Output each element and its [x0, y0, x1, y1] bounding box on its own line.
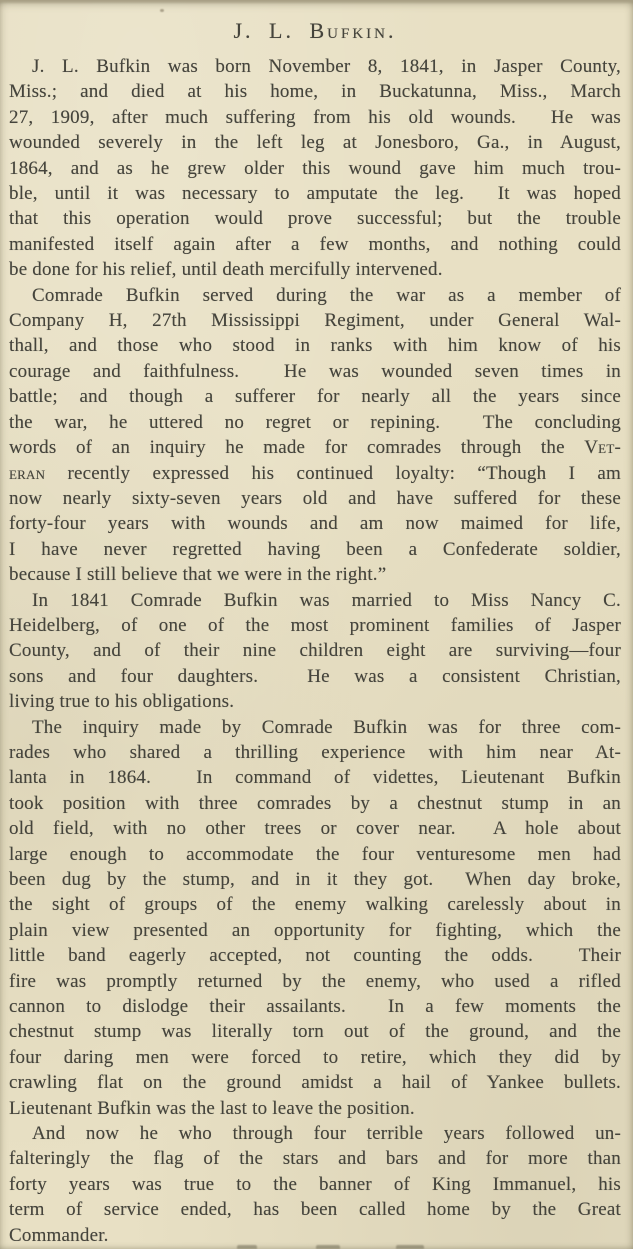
text-line: Commander.: [9, 1224, 109, 1246]
text-line: because I still believe that we were in the right.”: [9, 564, 387, 586]
small-caps-text: Vet-: [584, 437, 621, 459]
text-line: 1864, and as he grew older this wound gave him much trou-: [9, 157, 621, 179]
paragraph: [9, 54, 621, 283]
text-line: large enough to accommodate the four venturesome men had: [9, 843, 621, 865]
text-line: old field, with no other trees or cover near. A hole about: [9, 818, 621, 840]
text-line: In 1841 Comrade Bufkin was married to Miss Nancy C.: [32, 589, 621, 611]
text-line: lanta in 1864. In command of videttes, Lieutenant Bufkin: [9, 767, 621, 789]
text-line: The inquiry made by Comrade Bufkin was for three com-: [32, 716, 621, 738]
text-line: [9, 435, 621, 460]
text-line: Comrade Bufkin served during the war as a member of: [32, 284, 621, 306]
text-line: fire was promptly returned by the enemy, who used a rifled: [9, 970, 621, 992]
text-line: 27, 1909, after much suffering from his old wounds. He was: [9, 106, 621, 128]
text-line: [9, 461, 621, 486]
text-line: I have never regretted having been a Confederate soldier,: [9, 538, 621, 560]
text-line: been dug by the stump, and in it they got. When day broke,: [9, 869, 621, 890]
text-line: crawling flat on the ground amidst a hail of Yankee bullets.: [9, 1072, 621, 1094]
text-line: forty years was true to the banner of King Immanuel, his: [9, 1173, 621, 1195]
text-line: took position with three comrades by a chestnut stump in an: [9, 792, 621, 814]
text-line: chestnut stump was literally torn out of the ground, and the: [9, 1021, 621, 1043]
text-line: J. L. Bufkin was born November 8, 1841, in Jasper County,: [32, 56, 621, 77]
text-line: Lieutenant Bufkin was the last to leave the position.: [9, 1097, 415, 1119]
next-heading-cutoff: [237, 1245, 257, 1249]
text-line: thall, and those who stood in ranks with him know of his: [9, 335, 621, 357]
text-segment: words of an inquiry he made for comrades through the: [9, 437, 585, 459]
text-line: plain view presented an opportunity for fighting, which the: [9, 919, 621, 941]
paragraph: [9, 1121, 621, 1248]
next-heading-cutoff: [316, 1245, 340, 1249]
text-line: be done for his relief, until death mercifully intervened.: [9, 259, 443, 281]
text-line: now nearly sixty-seven years old and have suffered for these: [9, 487, 621, 509]
text-line: the sight of groups of the enemy walking carelessly about in: [9, 894, 621, 916]
text-line: Heidelberg, of one of the most prominent families of Jasper: [9, 614, 621, 636]
text-line: term of service ended, has been called home by the Great: [9, 1199, 621, 1221]
paragraph: [9, 715, 621, 1122]
text-line: Company H, 27th Mississippi Regiment, under General Wal-: [9, 310, 621, 332]
text-line: courage and faithfulness. He was wounded seven times in: [9, 360, 621, 382]
paragraph: [9, 588, 621, 715]
text-line: living true to his obligations.: [9, 691, 235, 713]
text-line: forty-four years with wounds and am now maimed for life,: [9, 513, 621, 535]
text-line: four daring men were forced to retire, which they did by: [9, 1046, 621, 1068]
page-title: J. L. Bufkin.: [233, 18, 397, 43]
next-heading-cutoff: [396, 1245, 424, 1249]
text-line: rades who shared a thrilling experience with him near At-: [9, 741, 621, 763]
text-line: cannon to dislodge their assailants. In a few moments the: [9, 996, 621, 1018]
text-line: County, and of their nine children eight are surviving—four: [9, 640, 621, 662]
text-line: ble, until it was necessary to amputate the leg. It was hoped: [9, 183, 621, 205]
text-line: sons and four daughters. He was a consistent Christian,: [9, 665, 621, 687]
text-line: manifested itself again after a few months, and nothing could: [9, 233, 621, 255]
text-line: battle; and though a sufferer for nearly all the years since: [9, 386, 621, 408]
text-line: little band eagerly accepted, not counting the odds. Their: [9, 945, 621, 967]
text-line: Miss.; and died at his home, in Buckatunna, Miss., March: [9, 81, 621, 103]
obituary-body: [9, 54, 621, 1248]
small-caps-text: eran: [9, 462, 46, 484]
text-segment: recently expressed his continued loyalty: “Though I am: [45, 462, 621, 484]
text-line: wounded severely in the left leg at Jonesboro, Ga., in August,: [9, 132, 621, 154]
text-line: that this operation would prove successful; but the trouble: [9, 208, 621, 230]
paragraph: [9, 283, 621, 588]
text-line: falteringly the flag of the stars and bars and for more than: [9, 1148, 621, 1170]
text-line: the war, he uttered no regret or repining. The concluding: [9, 411, 621, 433]
text-line: And now he who through four terrible years followed un-: [32, 1123, 621, 1145]
